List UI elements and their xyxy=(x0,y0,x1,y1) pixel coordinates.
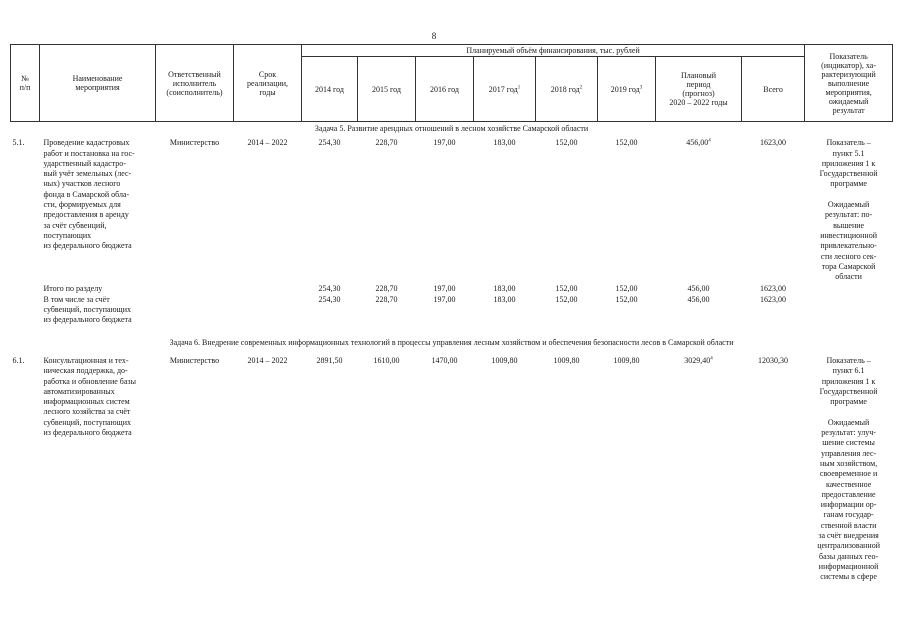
value-2017: 183,00 xyxy=(493,138,516,148)
value-2017: 183,00 xyxy=(493,284,516,294)
value-2015: 1610,00 xyxy=(373,355,400,365)
subtotal-row xyxy=(11,282,893,294)
col-executor-header: Ответственный исполнитель (соисполнитель) xyxy=(156,45,234,122)
subvention-label: В том числе за счёт субвенций, поступающих из федерального бюджета xyxy=(43,294,132,325)
value-total: 1623,00 xyxy=(760,294,787,304)
program-table xyxy=(10,44,893,582)
value-total: 1623,00 xyxy=(760,284,787,294)
executor: Министерство xyxy=(169,355,220,365)
table-row xyxy=(11,138,893,282)
executor: Министерство xyxy=(169,138,220,148)
col-num-header: № п/п xyxy=(11,45,40,122)
value-2014: 2891,50 xyxy=(316,355,343,365)
footnote-mark: 1 xyxy=(517,84,521,90)
value-plan: 456,00$^4$ xyxy=(686,138,711,148)
section-title-row xyxy=(11,122,893,139)
page-number: 8 xyxy=(431,31,437,41)
value-2017: 183,00 xyxy=(493,294,516,304)
value-2017: 1009,80 xyxy=(491,355,518,365)
col-2014-header: 2014 год xyxy=(302,57,358,122)
value-plan: 456,00 xyxy=(687,294,710,304)
value-2014: 254,30 xyxy=(318,284,341,294)
table-header xyxy=(11,45,893,122)
value-plan: 456,00 xyxy=(687,284,710,294)
value-2018: 152,00 xyxy=(555,138,578,148)
col-2017-header: 2017 год$^1$ xyxy=(474,57,536,122)
row-number: 6.1. xyxy=(12,355,25,365)
subtotal-label: Итого по разделу xyxy=(43,284,103,294)
value-2019: 152,00 xyxy=(615,284,638,294)
col-period-header: Срок реализации, годы xyxy=(234,45,302,122)
value-2018: 152,00 xyxy=(555,294,578,304)
value-2016: 1470,00 xyxy=(431,355,458,365)
footnote-mark: 2 xyxy=(579,84,583,90)
value-2015: 228,70 xyxy=(375,138,398,148)
value-plan: 3029,40$^4$ xyxy=(684,355,713,365)
value-2018: 1009,80 xyxy=(553,355,580,365)
value-2015: 228,70 xyxy=(375,284,398,294)
col-2015-header: 2015 год xyxy=(358,57,416,122)
indicator-text: Показатель – пункт 5.1 приложения 1 к Государственной программе Ожидаемый результат: по- вышение инвестиционной привлекательно- сти лесного сек- тора Самарской области xyxy=(819,138,878,282)
indicator-text: Показатель – пункт 6.1 приложения 1 к Государственной программе Ожидаемый результат: улуч- шение системы управления лес- ным хозяйством, своевременное и качественное предоставление информации ор- ганам государ- ственной власти за счёт внедрения централизованной базы данных гео- информационной системы в сфере xyxy=(817,355,880,582)
value-2019: 1009,80 xyxy=(613,355,640,365)
value-2018: 152,00 xyxy=(555,284,578,294)
col-total-header: Всего xyxy=(742,57,805,122)
row-number: 5.1. xyxy=(12,138,25,148)
measure-name: Консультационная и тех- ническая поддержка, до- работка и обновление базы автоматизированных информационных систем лесного хозяйства за счёт субвенций, поступающих из федерального бюджета xyxy=(43,355,136,438)
footnote-mark: 3 xyxy=(639,84,643,90)
col-plan-header: Плановый период (прогноз) 2020 – 2022 годы xyxy=(656,57,742,122)
value-total: 12030,30 xyxy=(758,355,789,365)
value-2019: 152,00 xyxy=(615,294,638,304)
value-2016: 197,00 xyxy=(433,284,456,294)
subvention-row xyxy=(11,295,893,332)
task6-title: Задача 6. Внедрение современных информационных технологий в процессы управления лесным хозяйством и обеспечения безопасности лесов в Самарской области xyxy=(169,337,734,347)
col-2016-header: 2016 год xyxy=(416,57,474,122)
col-2019-header: 2019 год$^3$ xyxy=(598,57,656,122)
col-indicator-header: Показатель (индикатор), ха- рактеризующий выполнение мероприятия, ожидаемый результат xyxy=(805,45,893,122)
value-2014: 254,30 xyxy=(318,138,341,148)
period: 2014 – 2022 xyxy=(247,138,288,148)
value-2019: 152,00 xyxy=(615,138,638,148)
task5-title: Задача 5. Развитие арендных отношений в лесном хозяйстве Самарской области xyxy=(314,124,589,133)
value-2016: 197,00 xyxy=(433,138,456,148)
value-total: 1623,00 xyxy=(760,138,787,148)
funding-group-header: Планируемый объём финансирования, тыс. рублей xyxy=(302,45,805,57)
col-name-header: Наименование мероприятия xyxy=(40,45,156,122)
value-2016: 197,00 xyxy=(433,294,456,304)
section-title-row xyxy=(11,332,893,356)
footnote-mark: 4 xyxy=(708,138,711,144)
value-2015: 228,70 xyxy=(375,294,398,304)
footnote-mark: 4 xyxy=(710,356,713,362)
measure-name: Проведение кадастровых работ и постановка на гос- ударственный кадастро- вый учёт земельных (лес- ных) участков лесного фонда в Самарской обла- сти, формируемых для предоставления в аренду за счёт субвенций, поступающих из федерального бюджета xyxy=(43,138,135,251)
value-2014: 254,30 xyxy=(318,294,341,304)
col-2018-header: 2018 год$^2$ xyxy=(536,57,598,122)
table-row xyxy=(11,356,893,583)
period: 2014 – 2022 xyxy=(247,355,288,365)
